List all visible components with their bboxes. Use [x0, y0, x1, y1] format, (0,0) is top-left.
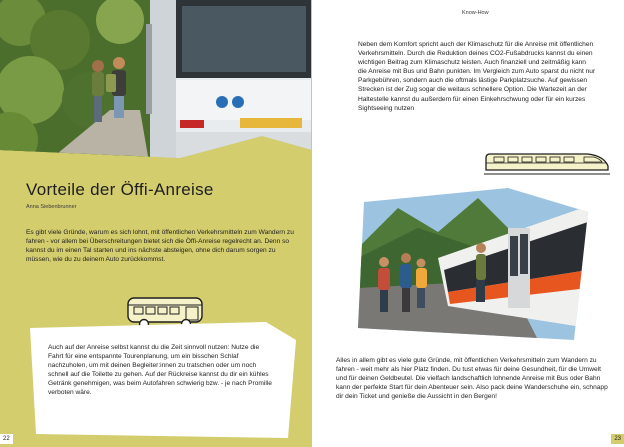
hikers-train-platform-photo [358, 188, 588, 340]
right-page [312, 0, 624, 447]
travel-time-paragraph: Auch auf der Anreise selbst kannst du die Zeit sinnvoll nutzen: Nutze die Fahrt für eine entspannte Tourenplanung, um ein bisschen Schlaf nachzuholen, um mit deinen Begleiter:innen zu tratschen oder um noch schnell auf die Toilette zu gehen. Auf der Rückreise kannst du dir ein kühles Getränk genehmigen, was beim Autofahren schwierig bzw. - je nach Promille verboten wäre. [48, 344, 272, 397]
page-number-right: 23 [611, 434, 624, 444]
page-number-left: 22 [0, 434, 13, 444]
article-title: Vorteile der Öffi-Anreise [26, 180, 214, 199]
section-label: Know-How [462, 10, 489, 16]
intro-paragraph: Es gibt viele Gründe, warum es sich lohnt, mit öffentlichen Verkehrsmitteln zum Wandern zu fahren - vor allem bei Überschreitungen bietet sich die Öffi-Anreise regelrecht an. Denn so kannst du im einen Tal starten und ins nächste absteigen, ohne dich darum sorgen zu müssen, wie du zu deinem Auto zurückkommst. [26, 229, 294, 264]
conclusion-paragraph: Alles in allem gibt es viele gute Gründe, mit öffentlichen Verkehrsmitteln zum Wandern zu fahren - weit mehr als hier Platz finden. Du tust etwas für deine Gesundheit, für die Umwelt und für deinen Geldbeutel. Die vielfach landschaftlich lohnende Anreise mit Bus oder Bahn kann der perfekte Start für dein Abenteuer sein. Also pack deine Wanderschuhe ein, schnapp dir dein Ticket und genieße die Aussicht in den Bergen! [336, 357, 608, 401]
author-byline: Anna Siebenbrunner [26, 204, 77, 210]
train-doodle-icon [484, 150, 610, 178]
climate-paragraph: Neben dem Komfort spricht auch der Klimaschutz für die Anreise mit öffentlichen Verkehrsmitteln. Durch die Reduktion deines CO2-Fußabdrucks kannst du einen wichtigen Beitrag zum Klimaschutz leisten. Auch finanziell und zeitmäßig kann die Anreise mit Bus und Bahn punkten. Im Vergleich zum Auto sparst du nicht nur Parkgebühren, sondern auch die oftmals lästige Parkplatzsuche. Auf gewissen Strecken ist der Zug sogar die weitaus schnellere Option. Die Wartezeit an der Haltestelle kannst du außerdem für einen Einkehrschwung oder für ein kurzes Sightseeing nutzen [358, 41, 596, 112]
hikers-boarding-bus-photo [0, 0, 312, 168]
